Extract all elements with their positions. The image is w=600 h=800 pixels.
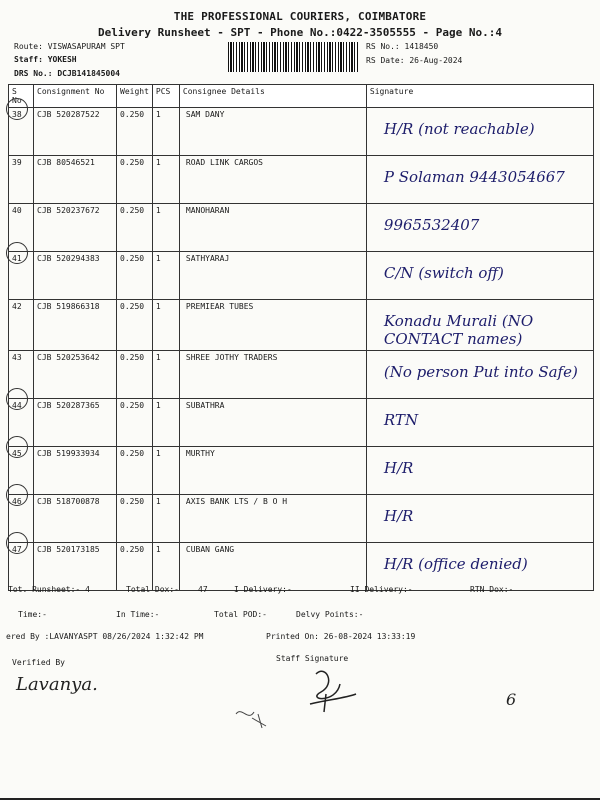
handwritten-signature: H/R: [383, 459, 414, 477]
route-label: Route: VISWASAPURAM SPT: [14, 42, 125, 51]
weight-cell: 0.250: [117, 399, 153, 447]
signature-cell: [366, 204, 593, 252]
table-row: [9, 447, 594, 495]
drs-label: DRS No.: DCJB141845004: [14, 69, 120, 78]
consignment-cell: CJB 519933934: [34, 447, 117, 495]
signature-cell: [366, 156, 593, 204]
sno-circle: [6, 532, 28, 554]
weight-cell: 0.250: [117, 495, 153, 543]
total-pod-label: Total POD:-: [214, 610, 267, 619]
table-row: [9, 252, 594, 300]
sno-cell: 45: [9, 447, 34, 495]
signature-cell: [366, 543, 593, 591]
weight-cell: 0.250: [117, 300, 153, 351]
weight-cell: 0.250: [117, 351, 153, 399]
barcode: [228, 42, 358, 72]
consignment-cell: CJB 80546521: [34, 156, 117, 204]
rs-no: RS No.: 1418450: [366, 42, 439, 51]
sno-circle: [6, 436, 28, 458]
pcs-cell: 1: [152, 204, 179, 252]
consignment-cell: CJB 518700878: [34, 495, 117, 543]
consignment-cell: CJB 520237672: [34, 204, 117, 252]
consignee-cell: SHREE JOTHY TRADERS: [179, 351, 366, 399]
staff-signature-label: Staff Signature: [276, 654, 349, 663]
handwritten-signature: P Solaman 9443054667: [383, 168, 565, 186]
table-row: [9, 108, 594, 156]
pcs-cell: 1: [152, 543, 179, 591]
entered-by: ered By :LAVANYASPT 08/26/2024 1:32:42 PM: [6, 632, 204, 641]
consignee-cell: CUBAN GANG: [179, 543, 366, 591]
total-dox-value: 47: [198, 585, 208, 594]
sno-cell: 43: [9, 351, 34, 399]
handwritten-signature: RTN: [383, 411, 419, 429]
time-label: Time:-: [18, 610, 47, 619]
pcs-cell: 1: [152, 300, 179, 351]
table-row: [9, 543, 594, 591]
consignee-cell: SAM DANY: [179, 108, 366, 156]
weight-cell: 0.250: [117, 447, 153, 495]
consignee-cell: PREMIEAR TUBES: [179, 300, 366, 351]
signature-cell: [366, 399, 593, 447]
delvy-points-label: Delvy Points:-: [296, 610, 364, 619]
weight-cell: 0.250: [117, 156, 153, 204]
ii-delivery: II Delivery:-: [350, 585, 413, 594]
consignee-cell: MURTHY: [179, 447, 366, 495]
rtn-dox: RTN Dox:-: [470, 585, 514, 594]
signature-cell: [366, 252, 593, 300]
table-row: [9, 495, 594, 543]
total-dox-label: Total Dox:-: [126, 585, 179, 594]
handwritten-signature: (No person Put into Safe): [383, 363, 578, 381]
table-row: [9, 399, 594, 447]
sno-cell: 44: [9, 399, 34, 447]
handwritten-signature: C/N (switch off): [383, 264, 504, 282]
sno-cell: 46: [9, 495, 34, 543]
table-row: [9, 204, 594, 252]
pcs-cell: 1: [152, 156, 179, 204]
staff-label: Staff: YOKESH: [14, 55, 77, 64]
sno-cell: 42: [9, 300, 34, 351]
consignment-cell: CJB 520287365: [34, 399, 117, 447]
runsheet-subtitle: Delivery Runsheet - SPT - Phone No.:0422-3505555 - Page No.:4: [98, 26, 502, 39]
sno-cell: 39: [9, 156, 34, 204]
weight-cell: 0.250: [117, 108, 153, 156]
pcs-cell: 1: [152, 252, 179, 300]
table-row: [9, 351, 594, 399]
printed-on: Printed On: 26-08-2024 13:33:19: [266, 632, 416, 641]
sno-circle: [6, 242, 28, 264]
sno-cell: 47: [9, 543, 34, 591]
handwritten-signature: H/R (not reachable): [383, 120, 535, 138]
weight-cell: 0.250: [117, 543, 153, 591]
handwritten-signature: Konadu Murali (NO CONTACT names): [383, 312, 534, 348]
consignment-cell: CJB 519866318: [34, 300, 117, 351]
pcs-cell: 1: [152, 399, 179, 447]
pcs-cell: 1: [152, 447, 179, 495]
col-signature: Signature: [366, 85, 593, 108]
consignment-cell: CJB 520173185: [34, 543, 117, 591]
in-time-label: In Time:-: [116, 610, 160, 619]
pcs-cell: 1: [152, 108, 179, 156]
sno-circle: [6, 98, 28, 120]
verified-by-label: Verified By: [12, 658, 65, 667]
page-mark: 6: [506, 690, 517, 709]
col-weight: Weight: [117, 85, 153, 108]
col-sno: S No: [9, 85, 34, 108]
consignee-cell: MANOHARAN: [179, 204, 366, 252]
scribble-mark: [232, 704, 272, 730]
consignment-cell: CJB 520287522: [34, 108, 117, 156]
signature-cell: [366, 447, 593, 495]
col-consignee: Consignee Details: [179, 85, 366, 108]
signature-cell: [366, 300, 593, 351]
table-header-row: [9, 85, 594, 108]
consignee-cell: AXIS BANK LTS / B O H: [179, 495, 366, 543]
consignment-cell: CJB 520294383: [34, 252, 117, 300]
runsheet-table: [8, 84, 594, 591]
signature-cell: [366, 108, 593, 156]
sno-cell: 41: [9, 252, 34, 300]
handwritten-signature: 9965532407: [383, 216, 480, 234]
i-delivery: I Delivery:-: [234, 585, 292, 594]
company-title: THE PROFESSIONAL COURIERS, COIMBATORE: [173, 10, 427, 23]
weight-cell: 0.250: [117, 204, 153, 252]
sno-circle: [6, 388, 28, 410]
pcs-cell: 1: [152, 351, 179, 399]
verifier-handwriting: Lavanya.: [16, 674, 98, 695]
sno-cell: 40: [9, 204, 34, 252]
signature-cell: [366, 495, 593, 543]
weight-cell: 0.250: [117, 252, 153, 300]
col-consignment: Consignment No: [34, 85, 117, 108]
tot-runsheet: Tot. Runsheet:- 4: [8, 585, 90, 594]
sno-cell: 38: [9, 108, 34, 156]
col-pcs: PCS: [152, 85, 179, 108]
consignee-cell: ROAD LINK CARGOS: [179, 156, 366, 204]
table-row: [9, 300, 594, 351]
pcs-cell: 1: [152, 495, 179, 543]
table-row: [9, 156, 594, 204]
consignee-cell: SUBATHRA: [179, 399, 366, 447]
staff-signature-scribble: [296, 664, 366, 714]
handwritten-signature: H/R (office denied): [383, 555, 528, 573]
sno-circle: [6, 484, 28, 506]
rs-date: RS Date: 26-Aug-2024: [366, 56, 463, 65]
handwritten-signature: H/R: [383, 507, 414, 525]
consignee-cell: SATHYARAJ: [179, 252, 366, 300]
signature-cell: [366, 351, 593, 399]
consignment-cell: CJB 520253642: [34, 351, 117, 399]
